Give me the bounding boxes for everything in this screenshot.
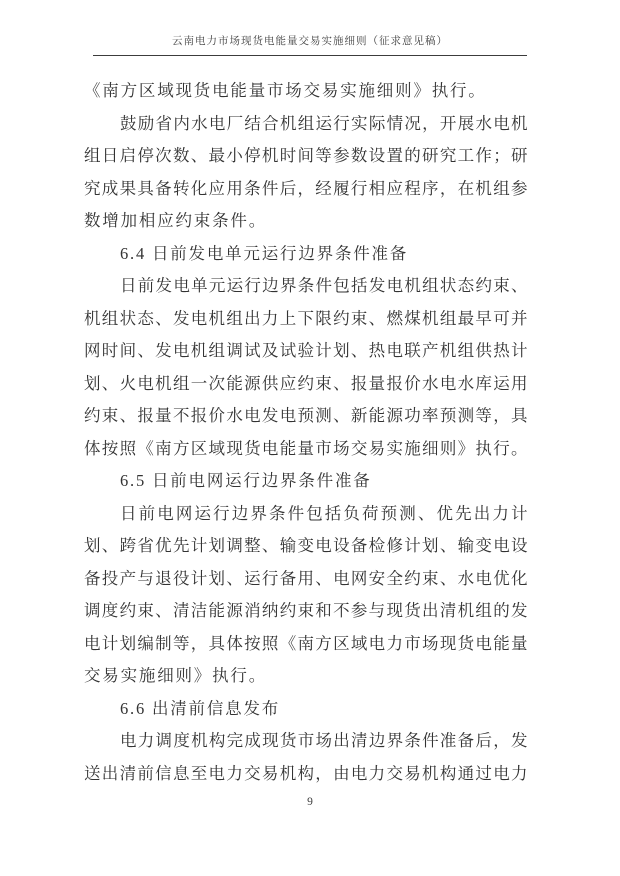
body-line: 电力调度机构完成现货市场出清边界条件准备后，发 xyxy=(120,731,528,750)
body-line: 电计划编制等，具体按照《南方区域电力市场现货电能量 xyxy=(84,633,528,653)
body-line: 究成果具备转化应用条件后，经履行相应程序，在机组参 xyxy=(84,178,528,198)
body-line: 交易实施细则》执行。 xyxy=(84,666,267,685)
document-header-title: 云南电力市场现货电能量交易实施细则（征求意见稿） xyxy=(172,36,448,47)
body-line: 调度约束、清洁能源消纳约束和不参与现货出清机组的发 xyxy=(84,601,528,620)
page-number: 9 xyxy=(307,796,313,808)
body-line: 约束、报量不报价水电发电预测、新能源功率预测等，具 xyxy=(84,406,528,425)
body-line: 组日启停次数、最小停机时间等参数设置的研究工作；研 xyxy=(84,146,528,165)
body-line: 送出清前信息至电力交易机构，由电力交易机构通过电力 xyxy=(84,763,528,783)
body-line: 日前发电单元运行边界条件包括发电机组状态约束、 xyxy=(120,276,528,295)
section-heading: 6.4 日前发电单元运行边界条件准备 xyxy=(120,243,409,263)
header-divider xyxy=(93,55,527,56)
document-body xyxy=(84,75,528,790)
body-line: 备投产与退役计划、运行备用、电网安全约束、水电优化 xyxy=(84,568,528,588)
body-line: 鼓励省内水电厂结合机组运行实际情况，开展水电机 xyxy=(120,113,528,133)
body-line: 《南方区域现货电能量市场交易实施细则》执行。 xyxy=(84,81,487,100)
body-line: 机组状态、发电机组出力上下限约束、燃煤机组最早可并 xyxy=(84,308,528,328)
body-line: 划、跨省优先计划调整、输变电设备检修计划、输变电设 xyxy=(84,536,528,555)
body-line: 数增加相应约束条件。 xyxy=(84,211,267,230)
body-line: 划、火电机组一次能源供应约束、报量报价水电水库运用 xyxy=(84,373,528,393)
section-heading: 6.5 日前电网运行边界条件准备 xyxy=(120,471,372,490)
body-line: 网时间、发电机组调试及试验计划、热电联产机组供热计 xyxy=(84,341,528,360)
body-line: 体按照《南方区域现货电能量市场交易实施细则》执行。 xyxy=(84,438,528,458)
section-heading: 6.6 出清前信息发布 xyxy=(120,698,281,718)
body-line: 日前电网运行边界条件包括负荷预测、优先出力计 xyxy=(120,503,528,523)
